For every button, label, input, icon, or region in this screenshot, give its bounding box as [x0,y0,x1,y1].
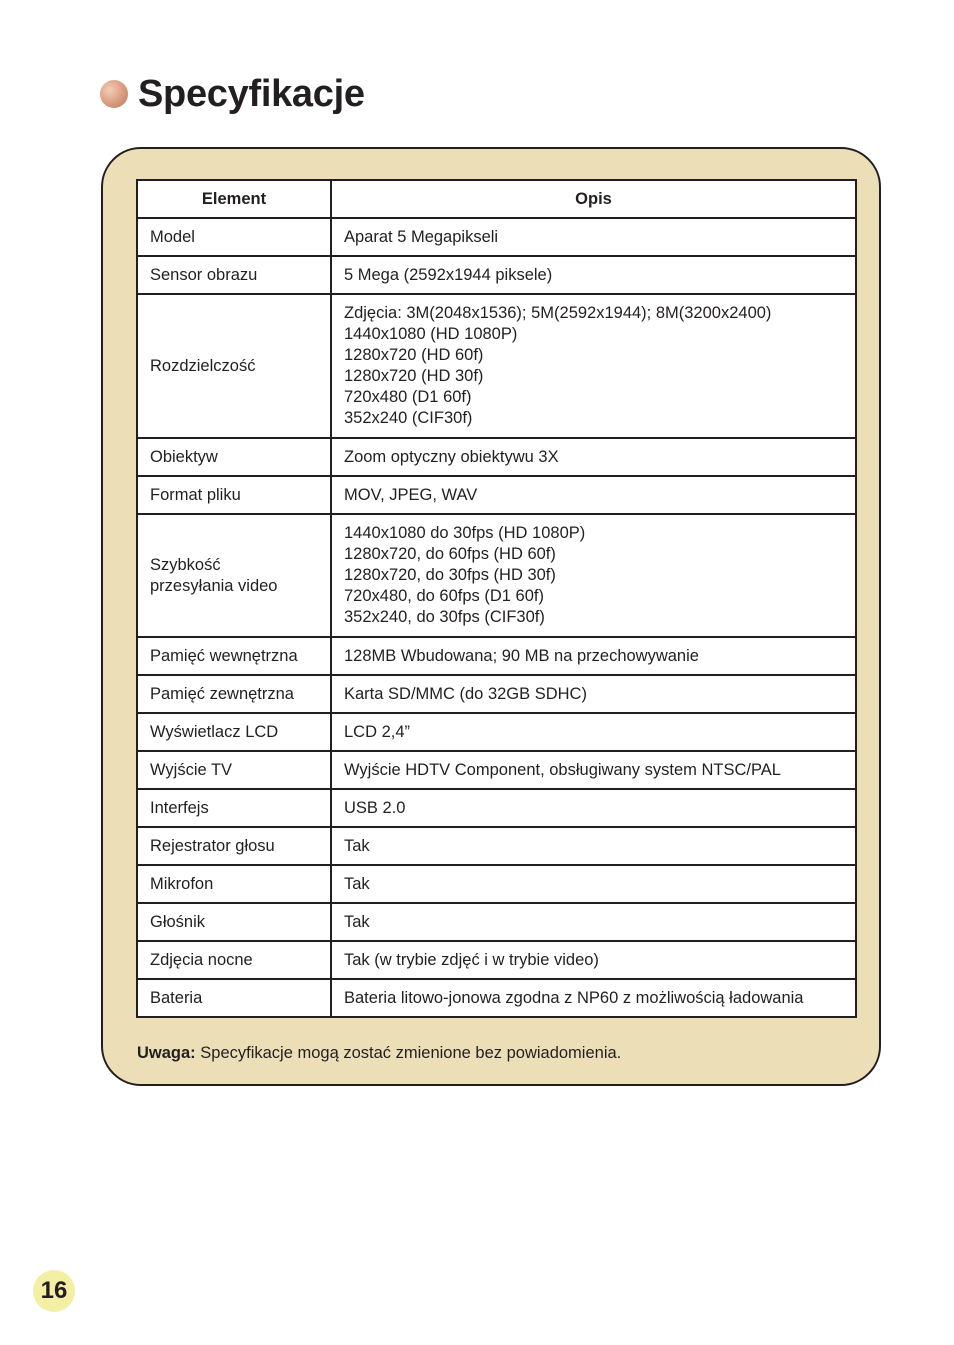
opis-line: 352x240 (CIF30f) [344,409,473,427]
element-cell: Głośnik [137,903,331,941]
opis-cell: Tak [331,865,856,903]
opis-cell: LCD 2,4” [331,713,856,751]
element-cell: Obiektyw [137,438,331,476]
opis-cell: 5 Mega (2592x1944 piksele) [331,256,856,294]
table-header-row [137,180,856,218]
table-row [137,476,856,514]
opis-line: 1440x1080 (HD 1080P) [344,325,518,343]
opis-cell: Tak [331,903,856,941]
opis-cell: Bateria litowo-jonowa zgodna z NP60 z możliwością ładowania [331,979,856,1017]
element-cell: Format pliku [137,476,331,514]
element-cell [137,514,331,637]
opis-cell: Karta SD/MMC (do 32GB SDHC) [331,675,856,713]
table-row [137,979,856,1017]
element-cell: Model [137,218,331,256]
element-cell: Zdjęcia nocne [137,941,331,979]
table-row [137,941,856,979]
opis-cell: Tak [331,827,856,865]
opis-cell: MOV, JPEG, WAV [331,476,856,514]
table-row [137,713,856,751]
element-cell: Bateria [137,979,331,1017]
opis-line: 352x240, do 30fps (CIF30f) [344,608,545,626]
element-cell: Interfejs [137,789,331,827]
table-row [137,438,856,476]
table-row [137,827,856,865]
opis-cell: Aparat 5 Megapikseli [331,218,856,256]
opis-line: 1280x720, do 30fps (HD 30f) [344,566,556,584]
element-cell: Pamięć wewnętrzna [137,637,331,675]
opis-cell: Zoom optyczny obiektywu 3X [331,438,856,476]
opis-line: 1280x720 (HD 30f) [344,367,484,385]
spec-table [136,179,857,1018]
opis-cell: USB 2.0 [331,789,856,827]
opis-cell [331,294,856,438]
circle-bullet-icon [100,80,128,108]
table-row [137,637,856,675]
title-area [100,68,365,120]
element-line: przesyłania video [150,576,278,595]
table-row [137,514,856,637]
opis-line: 720x480, do 60fps (D1 60f) [344,587,544,605]
opis-cell: Tak (w trybie zdjęć i w trybie video) [331,941,856,979]
opis-line: 1440x1080 do 30fps (HD 1080P) [344,524,586,542]
table-row [137,789,856,827]
element-cell: Sensor obrazu [137,256,331,294]
footnote [137,1044,621,1063]
opis-line: 720x480 (D1 60f) [344,388,472,406]
opis-cell: 128MB Wbudowana; 90 MB na przechowywanie [331,637,856,675]
footnote-text: Specyfikacje mogą zostać zmienione bez powiadomienia. [195,1044,622,1062]
column-header-opis: Opis [331,180,856,218]
element-cell: Rejestrator głosu [137,827,331,865]
element-line: Szybkość [150,555,221,574]
footnote-label: Uwaga: [137,1044,196,1062]
opis-line: 1280x720 (HD 60f) [344,346,484,364]
opis-cell [331,514,856,637]
page-number-badge [33,1270,75,1312]
table-row [137,865,856,903]
table-row [137,218,856,256]
page-title: Specyfikacje [138,72,365,115]
element-cell: Mikrofon [137,865,331,903]
table-row [137,903,856,941]
table-row [137,675,856,713]
table-row [137,294,856,438]
opis-cell: Wyjście HDTV Component, obsługiwany system NTSC/PAL [331,751,856,789]
element-cell: Rozdzielczość [137,294,331,438]
element-cell: Wyświetlacz LCD [137,713,331,751]
page-number: 16 [40,1277,68,1304]
element-cell: Pamięć zewnętrzna [137,675,331,713]
element-cell: Wyjście TV [137,751,331,789]
opis-line: 1280x720, do 60fps (HD 60f) [344,545,556,563]
table-row [137,256,856,294]
table-row [137,751,856,789]
column-header-element: Element [137,180,331,218]
opis-line: Zdjęcia: 3M(2048x1536); 5M(2592x1944); 8M(3200x2400) [344,304,772,322]
